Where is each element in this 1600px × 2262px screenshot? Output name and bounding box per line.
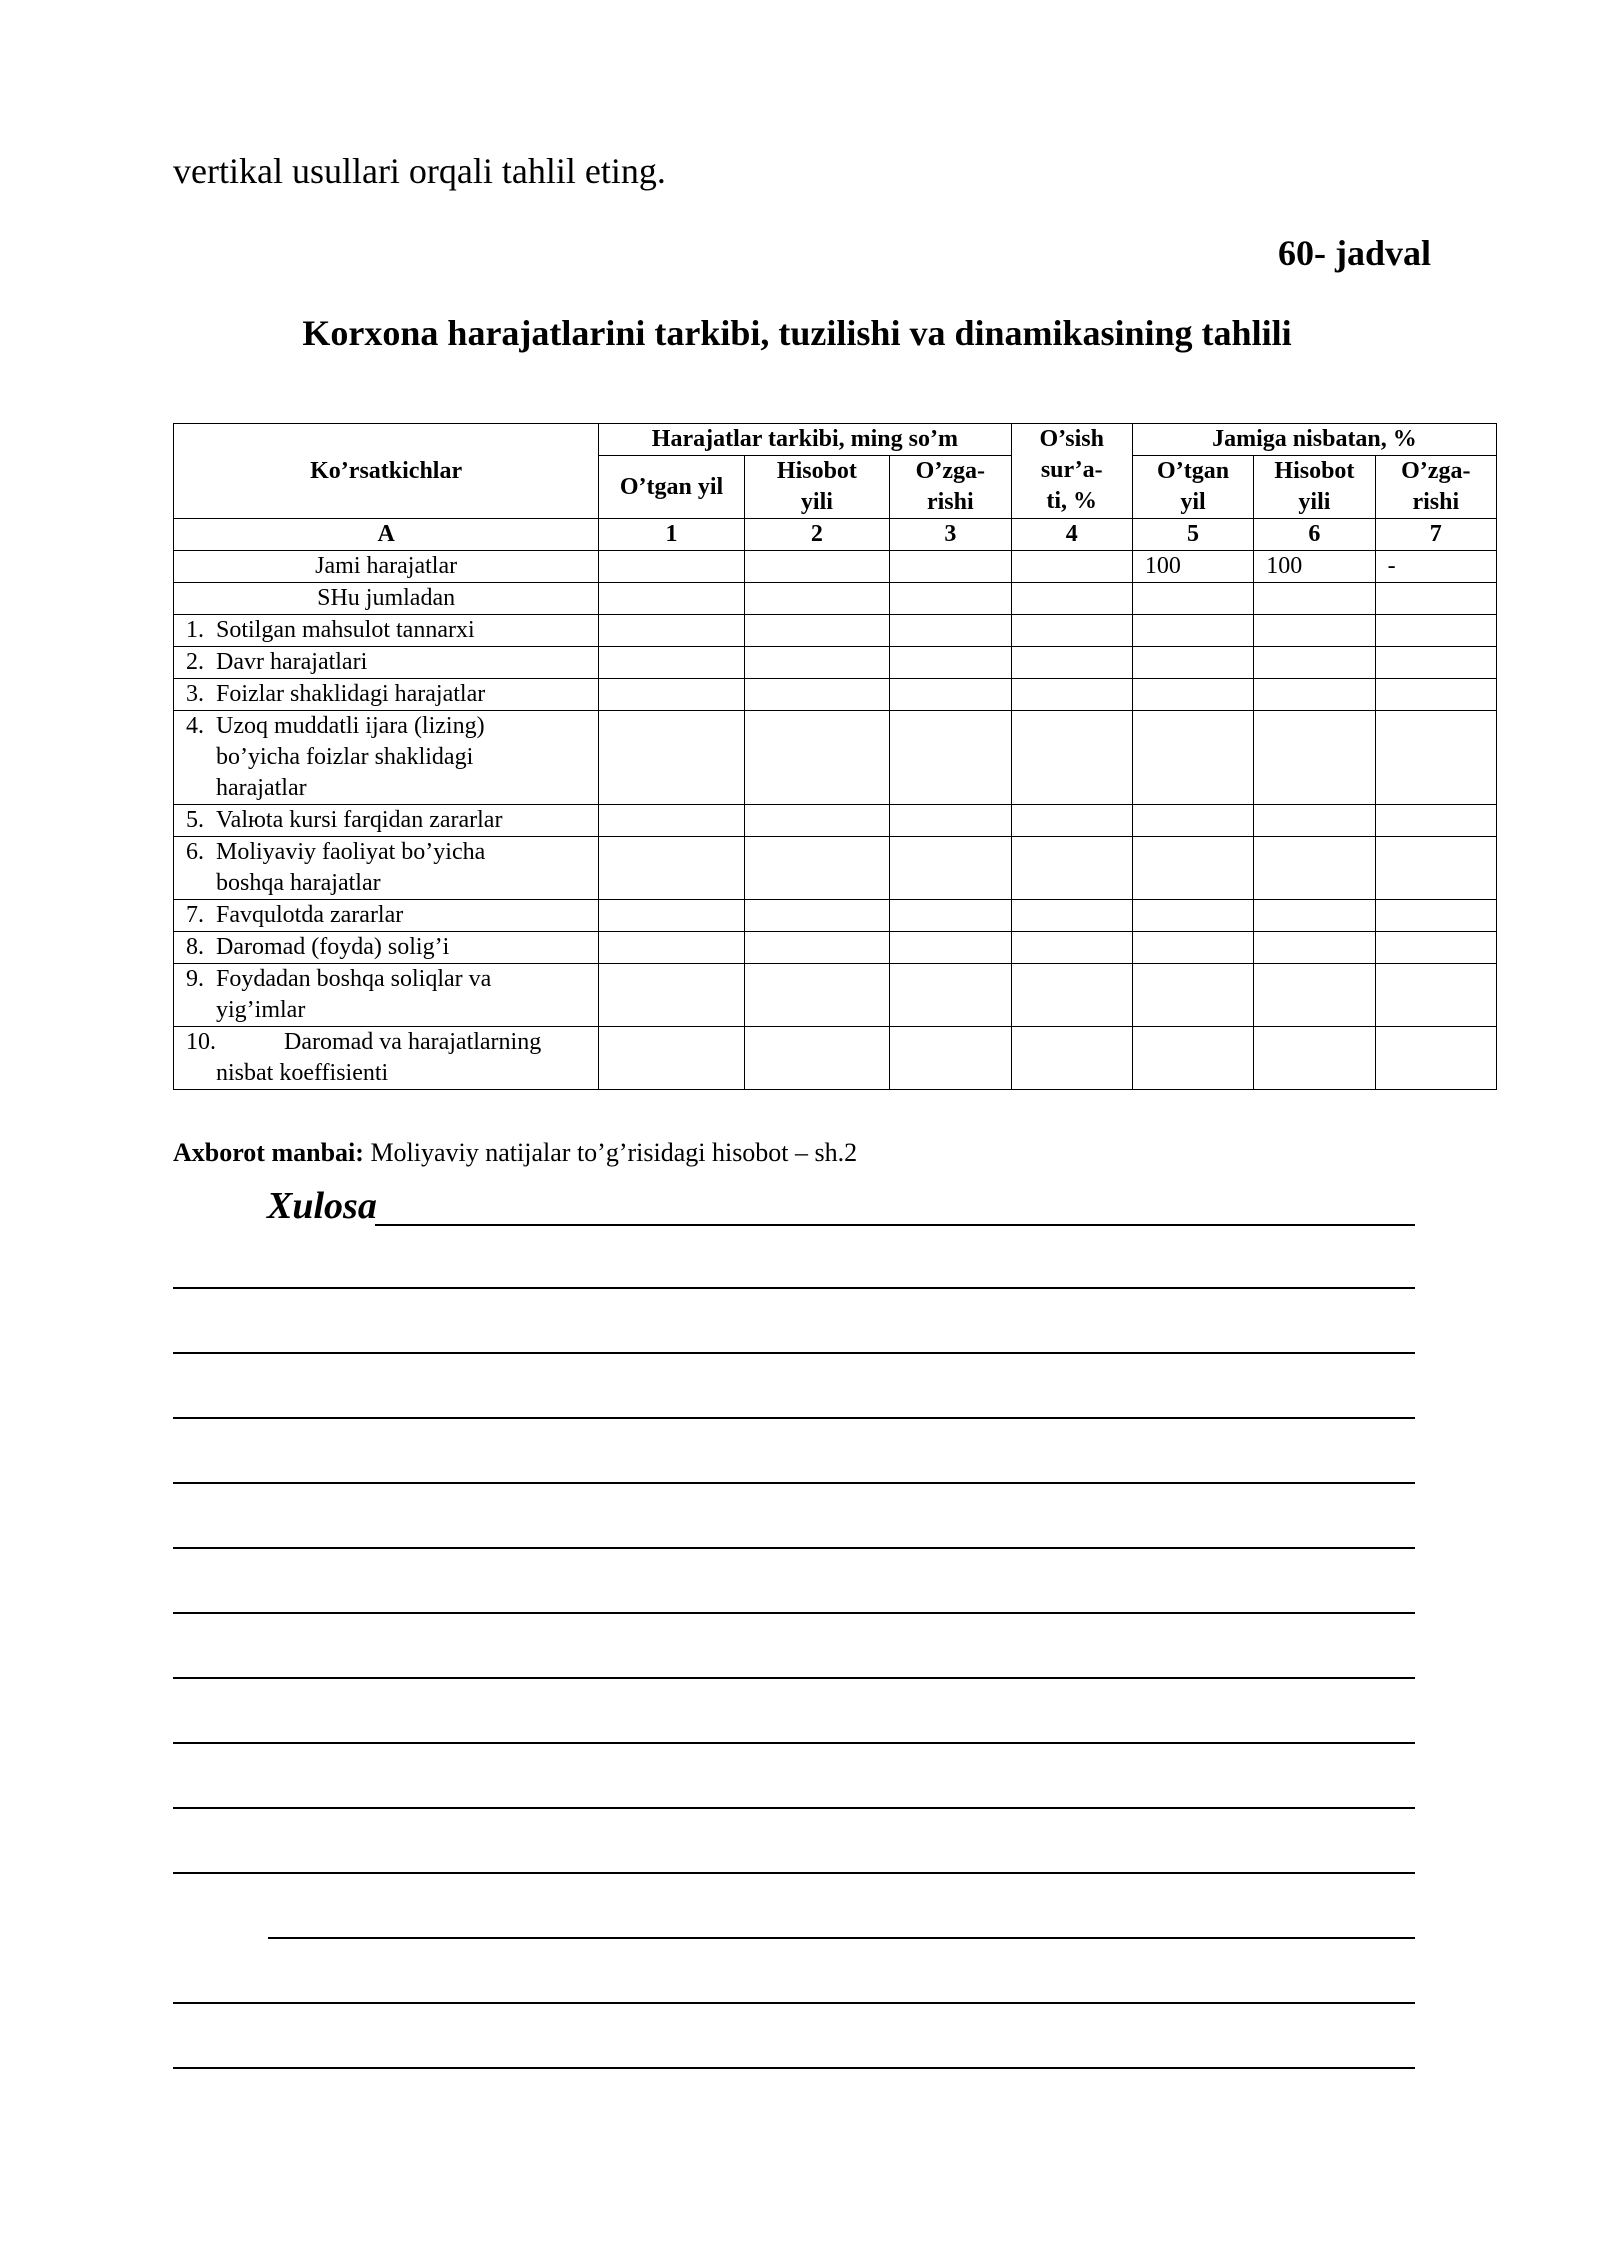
answer-line	[173, 1807, 1415, 1809]
table-title: Korxona harajatlarini tarkibi, tuzilishi va dinamikasining tahlili	[302, 313, 1292, 353]
row-label: 10. Daromad va harajatlarning nisbat koeffisienti	[174, 1027, 599, 1090]
cell-value: 100	[1132, 551, 1253, 583]
table-row	[174, 805, 1497, 837]
answer-line	[173, 1417, 1415, 1419]
answer-line	[375, 1224, 1415, 1226]
answer-line	[268, 1937, 1415, 1939]
answer-line	[173, 1742, 1415, 1744]
col-number: 6	[1254, 519, 1375, 551]
growth-rate-header: O’sish sur’a- ti, %	[1011, 424, 1132, 519]
col-number: 7	[1375, 519, 1496, 551]
row-label: 8. Daromad (foyda) solig’i	[174, 932, 599, 964]
table-number: 60- jadval	[1278, 233, 1431, 273]
table-row	[174, 551, 1497, 583]
column-number-row	[174, 519, 1497, 551]
row-label: 7. Favqulotda zararlar	[174, 900, 599, 932]
share-report-year-header: Hisobot yili	[1254, 456, 1375, 519]
share-prev-year-header: O’tgan yil	[1132, 456, 1253, 519]
answer-line	[173, 2002, 1415, 2004]
table-row	[174, 583, 1497, 615]
row-label: 2. Davr harajatlari	[174, 647, 599, 679]
row-label: Jami harajatlar	[174, 551, 599, 583]
table-row	[174, 1027, 1497, 1090]
answer-line	[173, 1612, 1415, 1614]
row-label: 5. Valюta kursi farqidan zararlar	[174, 805, 599, 837]
row-label: 9. Foydadan boshqa soliqlar va yig’imlar	[174, 964, 599, 1027]
col-number: A	[174, 519, 599, 551]
cell-value: -	[1375, 551, 1496, 583]
share-of-total-header: Jamiga nisbatan, %	[1132, 424, 1496, 456]
answer-line	[173, 1677, 1415, 1679]
header-row-1	[174, 424, 1497, 456]
table-row	[174, 615, 1497, 647]
row-label: 6. Moliyaviy faoliyat bo’yicha boshqa harajatlar	[174, 837, 599, 900]
table-row	[174, 837, 1497, 900]
cost-analysis-table	[173, 423, 1497, 1090]
prev-year-header: O’tgan yil	[599, 456, 744, 519]
col-number: 3	[890, 519, 1011, 551]
answer-line	[173, 1287, 1415, 1289]
table-row	[174, 711, 1497, 805]
cost-structure-header: Harajatlar tarkibi, ming so’m	[599, 424, 1011, 456]
row-label: 1. Sotilgan mahsulot tannarxi	[174, 615, 599, 647]
answer-line	[173, 1482, 1415, 1484]
answer-line	[173, 1352, 1415, 1354]
table-row	[174, 679, 1497, 711]
source-note: Axborot manbai: Moliyaviy natijalar to’g’risidagi hisobot – sh.2	[173, 1138, 858, 1167]
table-row	[174, 932, 1497, 964]
row-label: 4. Uzoq muddatli ijara (lizing) bo’yicha foizlar shaklidagi harajatlar	[174, 711, 599, 805]
answer-line	[173, 1547, 1415, 1549]
row-label: 3. Foizlar shaklidagi harajatlar	[174, 679, 599, 711]
conclusion-label: Xulosa	[267, 1185, 377, 1227]
change-header: O’zga- rishi	[890, 456, 1011, 519]
col-number: 2	[744, 519, 889, 551]
share-change-header: O’zga- rishi	[1375, 456, 1496, 519]
cell-value: 100	[1254, 551, 1375, 583]
intro-text: vertikal usullari orqali tahlil eting.	[173, 151, 666, 191]
col-number: 5	[1132, 519, 1253, 551]
answer-line	[173, 1872, 1415, 1874]
answer-line	[173, 2067, 1415, 2069]
table-row	[174, 647, 1497, 679]
indicators-header: Ko’rsatkichlar	[174, 424, 599, 519]
table-row	[174, 900, 1497, 932]
col-number: 4	[1011, 519, 1132, 551]
report-year-header: Hisobot yili	[744, 456, 889, 519]
row-label: SHu jumladan	[174, 583, 599, 615]
table-row	[174, 964, 1497, 1027]
col-number: 1	[599, 519, 744, 551]
